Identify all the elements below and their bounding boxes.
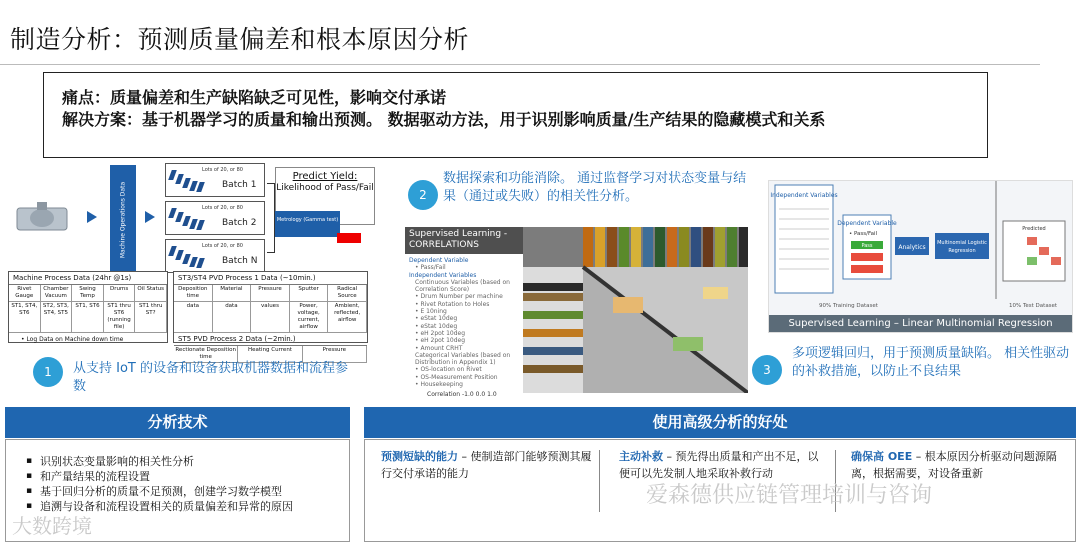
page-title: 制造分析：预测质量偏差和根本原因分析 (10, 25, 470, 54)
step-3-badge: 3 (752, 355, 782, 385)
step-3-caption: 多项逻辑回归，用于预测质量缺陷。 相关性驱动的补救措施，以防止不良结果 (792, 346, 1070, 379)
svg-text:Regression: Regression (948, 248, 976, 254)
batch-label: Batch 1 (222, 180, 257, 190)
batch-card: Lots of 20, or 80 Batch N (165, 239, 265, 273)
machine-icon (15, 198, 70, 238)
correlation-heading: Supervised Learning - CORRELATIONS (405, 227, 525, 254)
brand-watermark: 爱森德供应链管理培训与咨询 (646, 483, 933, 508)
regression-diagram (769, 181, 1072, 315)
svg-text:10% Test Dataset: 10% Test Dataset (1009, 303, 1058, 309)
predict-yield-box: Predict Yield: Likelihood of Pass/Fail (275, 167, 375, 225)
svg-text:Independent Variables: Independent Variables (770, 192, 838, 199)
benefit-1: 预测短缺的能力 – 使制造部门能够预测其履行交付承诺的能力 (381, 450, 592, 480)
step-2-caption: 数据探索和功能消除。 通过监督学习对状态变量与结果（通过或失败）的相关性分析。 (443, 171, 747, 204)
fail-indicator (337, 233, 361, 243)
regression-figure (768, 180, 1073, 333)
arrow-icon (87, 211, 97, 223)
svg-text:Multinomial Logistic: Multinomial Logistic (937, 240, 987, 246)
benefit-3: 确保高 OEE – 根本原因分析驱动问题源隔离，根据需要，对设备重新 (851, 450, 1057, 480)
benefits-header: 使用高级分析的好处 (364, 407, 1076, 438)
arrow-icon (145, 211, 155, 223)
svg-text:Analytics: Analytics (898, 244, 926, 251)
correlation-figure: Supervised Learning - CORRELATIONS Dependent Variable • Pass/Fail Independent Variables Continuous Variables (based on Correlation Score) • Drum Number per machine • Rivet Rotation to Holes • E 10ning • eStat 10deg • eStat 10deg • eH 2pot 10deg • eH 2pot 10deg • Amount CRHT Categorical Variables (based on Distribution in Appendix 1) • OS-location on Rivet • OS-Measurement Position • Housekeeping Correlation -1.0 0.0 1.0 (405, 227, 748, 393)
divider (599, 450, 600, 512)
corner-watermark: 大数跨境 (12, 514, 92, 538)
svg-text:• Pass/Fail: • Pass/Fail (849, 231, 878, 237)
pain-point-box (43, 72, 988, 158)
solution-text: 解决方案：基于机器学习的质量和输出预测。 数据驱动方法，用于识别影响质量/生产结果的隐藏模式和关系 (62, 110, 826, 129)
step-1-badge: 1 (33, 357, 63, 387)
analysis-header: 分析技术 (5, 407, 350, 438)
pvd-process-table: ST3/ST4 PVD Process 1 Data (~10min.) Deposition time Material Pressure Sputter Radical Source data data values Power, voltage, current, airflow Ambient, reflected, airflow ST5 PVD Process 2 Data (~2min.) Rectionate Deposition time Heating Current Pressure (173, 271, 368, 343)
svg-text:Pass: Pass (861, 243, 873, 249)
batch-card: Lots of 20, or 80 Batch 1 (165, 163, 265, 197)
pain-point-text: 痛点：质量偏差和生产缺陷缺乏可见性，影响交付承诺 (62, 88, 447, 107)
list-item: ▪ 基于回归分析的质量不足预测，创建学习数学模型 (26, 484, 349, 499)
benefit-2: 主动补救 – 预先得出质量和产出不足，以便可以先发制人地采取补救行动 (619, 450, 819, 480)
svg-text:Dependent Variable: Dependent Variable (837, 220, 897, 227)
list-item: ▪ 识别状态变量影响的相关性分析 (26, 454, 349, 469)
batch-card: Lots of 20, or 80 Batch 2 (165, 201, 265, 235)
machine-ops-bar: Machine Operations Data (110, 165, 136, 275)
machine-process-table: Machine Process Data (24hr @1s) Rivet Gauge Chamber Vacuum Swing Temp Drums Oil Status ST1, ST4, ST6 ST2, ST3, ST4, ST5 ST1, ST6 ST1 thru ST6 (running file) ST1 thru ST? • Log Data on Machine down time (8, 271, 168, 343)
list-item: ▪ 和产量结果的流程设置 (26, 469, 349, 484)
correlation-heatmap (523, 227, 748, 393)
step-2-badge: 2 (408, 180, 438, 210)
batch-label: Batch N (222, 256, 258, 266)
title-divider (0, 64, 1040, 65)
svg-text:Predicted: Predicted (1022, 226, 1046, 232)
bracket (267, 183, 275, 253)
step-1-caption: 从支持 IoT 的设备和设备获取机器数据和流程参数 (73, 361, 348, 394)
metrology-box: Metrology (Gamma test) (275, 211, 340, 237)
batch-label: Batch 2 (222, 218, 257, 228)
list-item: ▪ 追溯与设备和流程设置相关的质量偏差和异常的原因 (26, 499, 349, 514)
svg-text:90% Training Dataset: 90% Training Dataset (819, 303, 878, 309)
regression-heading: Supervised Learning – Linear Multinomial Regression (769, 315, 1072, 332)
